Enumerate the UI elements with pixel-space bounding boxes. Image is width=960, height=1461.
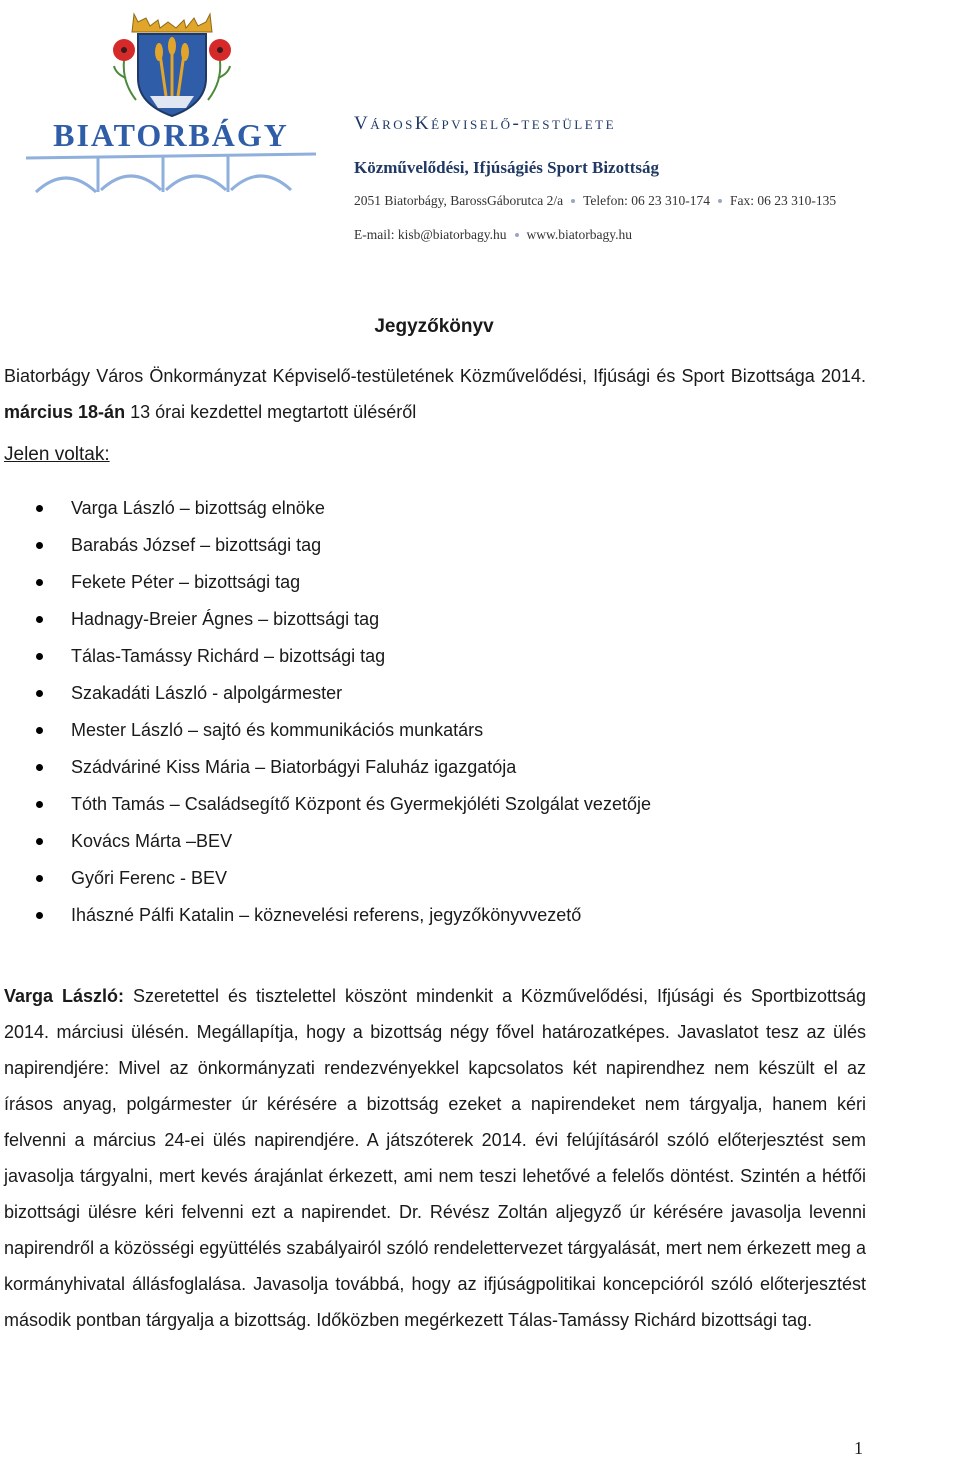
bullet-icon bbox=[36, 801, 43, 808]
meeting-date: március 18-án bbox=[4, 402, 126, 422]
letterhead bbox=[354, 112, 958, 244]
fax-number: Fax: 06 23 310-135 bbox=[729, 193, 837, 208]
list-item bbox=[0, 712, 900, 749]
logo-wordmark: BIATORBÁGY bbox=[53, 117, 289, 153]
attendee-name: Tóth Tamás – Családsegítő Központ és Gyermekjóléti Szolgálat vezetője bbox=[71, 794, 651, 814]
biatorbagy-logo bbox=[26, 4, 316, 194]
phone-number: Telefon: 06 23 310-174 bbox=[583, 193, 710, 208]
website-link[interactable]: www.biatorbagy.hu bbox=[526, 227, 633, 242]
list-item bbox=[0, 897, 900, 934]
attendees-heading: Jelen voltak: bbox=[4, 444, 110, 465]
attendee-name: Kovács Márta –BEV bbox=[71, 831, 233, 851]
poppy-right-icon bbox=[208, 39, 231, 100]
attendee-name: Győri Ferenc - BEV bbox=[71, 868, 228, 888]
bullet-icon bbox=[36, 542, 43, 549]
bullet-icon bbox=[36, 912, 43, 919]
page-number: 1 bbox=[854, 1438, 863, 1458]
list-item bbox=[0, 527, 900, 564]
committee-name: Közművelődési, Ifjúságiés Sport Bizottság bbox=[354, 158, 660, 177]
bullet-icon bbox=[36, 505, 43, 512]
address-line bbox=[354, 192, 958, 210]
separator-dot-icon bbox=[571, 199, 575, 203]
bullet-icon bbox=[36, 579, 43, 586]
poppy-left-icon bbox=[113, 39, 136, 100]
email-address[interactable]: E-mail: kisb@biatorbagy.hu bbox=[354, 227, 507, 242]
list-item bbox=[0, 490, 900, 527]
attendee-name: Tálas-Tamássy Richárd – bizottsági tag bbox=[71, 646, 386, 666]
bullet-icon bbox=[36, 616, 43, 623]
bullet-icon bbox=[36, 764, 43, 771]
attendee-name: Barabás József – bizottsági tag bbox=[71, 535, 322, 555]
intro-text-start: Biatorbágy Város Önkormányzat Képviselő-testületének Közművelődési, Ifjúsági és Sport Bizottsága 2014. bbox=[4, 366, 866, 386]
bullet-icon bbox=[36, 838, 43, 845]
list-item bbox=[0, 786, 900, 823]
attendee-name: Szakadáti László - alpolgármester bbox=[71, 683, 343, 703]
speaker-name: Varga László: bbox=[4, 986, 125, 1006]
list-item bbox=[0, 860, 900, 897]
list-item bbox=[0, 638, 900, 675]
attendee-name: Varga László – bizottság elnöke bbox=[71, 498, 325, 518]
minutes-text: Szeretettel és tisztelettel köszönt mindenkit a Közművelődési, Ifjúsági és Sportbizottság 2014. márciusi ülésén. Megállapítja, hogy a bizottság négy fővel határozatképes. Javaslatot tesz az ülés napirendjére: Mivel az önkormányzati rendezvényekkel kapcsolatos két napirendhez nem készült el az írásos anyag, polgármester úr kérésére a bizottság ezeket a napirendeket nem tárgyalja, hanem kéri felvenni a március 24-ei ülés napirendjére. A játszóterek 2014. évi felújításáról szóló előterjesztést sem javasolja tárgyalni, mert kevés árajánlat érkezett, ami nem teszi lehetővé a felelős döntést. Szintén a hétfői bizottsági ülésre kéri felvenni ezt a napirendet. Dr. Révész Zoltán aljegyző úr kérésére javasolja levenni napirendről a közösségi együttélés szabályairól szóló rendelettervezet tárgyalását, mert nem érkezett meg a kormányhivatal állásfoglalása. Javasolja továbbá, hogy az ifjúságpolitikai koncepcióról szóló előterjesztést második pontban tárgyalja a bizottság. Időközben megérkezett Tálas-Tamássy Richárd bizottsági tag. bbox=[4, 986, 866, 1330]
list-item bbox=[0, 564, 900, 601]
attendees-list bbox=[0, 490, 900, 934]
bullet-icon bbox=[36, 727, 43, 734]
list-item bbox=[0, 749, 900, 786]
document-title: Jegyzőkönyv bbox=[374, 316, 494, 337]
coat-of-arms-icon bbox=[132, 14, 212, 116]
attendee-name: Mester László – sajtó és kommunikációs munkatárs bbox=[71, 720, 484, 740]
attendee-name: Szádváriné Kiss Mária – Biatorbágyi Faluház igazgatója bbox=[71, 757, 517, 777]
attendee-name: Hadnagy-Breier Ágnes – bizottsági tag bbox=[71, 609, 380, 629]
bullet-icon bbox=[36, 875, 43, 882]
attendee-name: Fekete Péter – bizottsági tag bbox=[71, 572, 301, 592]
attendee-name: Ihászné Pálfi Katalin – köznevelési referens, jegyzőkönyvvezető bbox=[71, 905, 582, 925]
postal-address: 2051 Biatorbágy, BarossGáborutca 2/a bbox=[354, 193, 564, 208]
separator-dot-icon bbox=[718, 199, 722, 203]
separator-dot-icon bbox=[515, 233, 519, 237]
minutes-paragraph bbox=[4, 978, 866, 1338]
list-item bbox=[0, 823, 900, 860]
institution-title: VárosKépviselő-testülete bbox=[354, 113, 617, 134]
list-item bbox=[0, 675, 900, 712]
intro-text-end: 13 órai kezdettel megtartott üléséről bbox=[125, 402, 417, 422]
bullet-icon bbox=[36, 690, 43, 697]
contact-line bbox=[354, 226, 958, 244]
intro-paragraph bbox=[4, 358, 866, 430]
viaduct-bridge-icon bbox=[26, 154, 316, 192]
list-item bbox=[0, 601, 900, 638]
bullet-icon bbox=[36, 653, 43, 660]
